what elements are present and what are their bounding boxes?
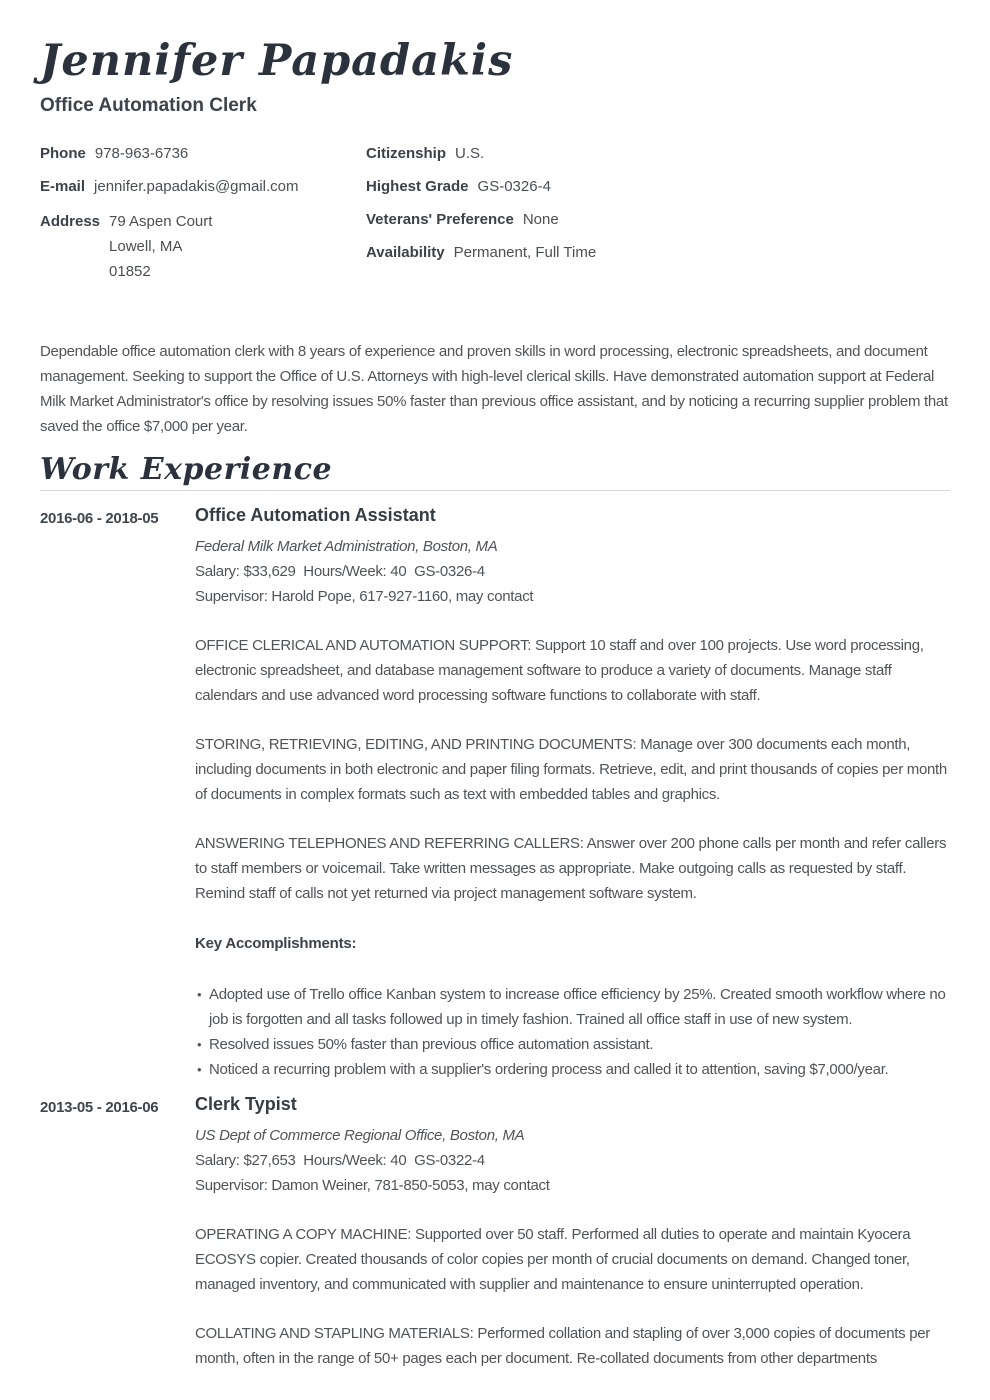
job-duty-paragraph: ANSWERING TELEPHONES AND REFERRING CALLERS: Answer over 200 phone calls per month and refer callers to staff members or voicemail. Take written messages as appropriate. Make outgoing calls as requested by staff. Remind staff of calls not yet returned via project management software system. [195, 835, 947, 902]
candidate-job-title: Office Automation Clerk [40, 95, 257, 116]
email-label: E-mail [40, 178, 86, 195]
job-company: US Dept of Commerce Regional Office, Boston, MA [195, 1127, 525, 1144]
veterans-preference-row [366, 209, 950, 230]
job-supervisor-line: Supervisor: Damon Weiner, 781-850-5053, may contact [195, 1177, 550, 1194]
contact-phone-row [40, 143, 366, 164]
availability-label: Availability [366, 244, 445, 261]
email-value: jennifer.papadakis@gmail.com [94, 178, 299, 195]
job-supervisor-line: Supervisor: Harold Pope, 617-927-1160, may contact [195, 588, 534, 605]
accomplishment-item: • Resolved issues 50% faster than previous office automation assistant. [209, 1032, 950, 1057]
citizenship-value: U.S. [455, 145, 485, 162]
job-duty-paragraph: OPERATING A COPY MACHINE: Supported over 50 staff. Performed all duties to operate and maintain Kyocera ECOSYS copier. Created thousands of color copies per month of crucial documents on demand. Changed toner, managed inventory, and communicated with supplier and maintenance to ensure uninterrupted operation. [195, 1226, 911, 1293]
availability-value: Permanent, Full Time [453, 244, 597, 261]
work-experience-heading: Work Experience [40, 452, 333, 487]
accomplishments-list [195, 982, 950, 1082]
job-position-title: Office Automation Assistant [195, 505, 436, 525]
job-duty-paragraph: COLLATING AND STAPLING MATERIALS: Performed collation and stapling of over 3,000 copies of documents per month, often in the range of 50+ pages each per document. Re-collated documents from other departments [195, 1325, 930, 1367]
contact-column-left [40, 143, 366, 296]
address-line-1: 79 Aspen Court [109, 213, 213, 230]
section-divider [40, 490, 950, 491]
address-value [109, 209, 212, 284]
key-accomplishments-label: Key Accomplishments: [195, 935, 357, 952]
address-line-2: Lowell, MA [109, 238, 183, 255]
availability-row [366, 242, 950, 263]
work-experience-section [40, 453, 950, 1371]
job-salary-line: Salary: $33,629 Hours/Week: 40 GS-0326-4 [195, 563, 485, 580]
address-line-3: 01852 [109, 263, 151, 280]
job-details [195, 1092, 950, 1371]
accomplishment-item: • Noticed a recurring problem with a supplier's ordering process and called it to attention, saving $7,000/year. [209, 1057, 950, 1082]
veterans-preference-value: None [522, 211, 559, 228]
job-entry-office-automation-assistant [40, 503, 950, 1082]
job-dates: 2016-06 - 2018-05 [40, 510, 159, 527]
contact-column-right [366, 143, 950, 296]
contact-section [40, 143, 950, 296]
job-salary-line: Salary: $27,653 Hours/Week: 40 GS-0322-4 [195, 1152, 485, 1169]
phone-value: 978-963-6736 [94, 145, 189, 162]
highest-grade-label: Highest Grade [366, 178, 469, 195]
profile-summary: Dependable office automation clerk with 8 years of experience and proven skills in word processing, electronic spreadsheets, and document management. Seeking to support the Office of U.S. Attorneys with high-level clerical skills. Have demonstrated automation support at Federal Milk Market Administrator's office by resolving issues 50% faster than previous office assistant, and by noticing a recurring supplier problem that saved the office $7,000 per year. [40, 343, 948, 435]
job-position-title: Clerk Typist [195, 1094, 297, 1114]
highest-grade-value: GS-0326-4 [477, 178, 551, 195]
job-duty-paragraph: STORING, RETRIEVING, EDITING, AND PRINTING DOCUMENTS: Manage over 300 documents each month, including documents in both electronic and paper filing formats. Retrieve, edit, and print thousands of copies per month of documents in complex formats such as text with embedded tables and graphics. [195, 736, 947, 803]
citizenship-row [366, 143, 950, 164]
phone-label: Phone [40, 145, 86, 162]
contact-email-row [40, 176, 366, 197]
resume-header [40, 36, 950, 117]
job-dates: 2013-05 - 2016-06 [40, 1099, 159, 1116]
job-entry-clerk-typist [40, 1092, 950, 1371]
citizenship-label: Citizenship [366, 145, 447, 162]
job-duty-paragraph: OFFICE CLERICAL AND AUTOMATION SUPPORT: Support 10 staff and over 100 projects. Use word processing, electronic spreadsheet, and database management software to produce a variety of documents. Manage staff calendars and use advanced word processing software functions to collaborate with staff. [195, 637, 924, 704]
highest-grade-row [366, 176, 950, 197]
contact-address-row [40, 209, 366, 284]
address-label: Address [40, 213, 101, 230]
job-company: Federal Milk Market Administration, Boston, MA [195, 538, 498, 555]
job-details [195, 503, 950, 1082]
candidate-name: Jennifer Papadakis [40, 36, 514, 86]
accomplishment-item: • Adopted use of Trello office Kanban system to increase office efficiency by 25%. Created smooth workflow where no job is forgotten and all tasks followed up in timely fashion. Trained all office staff in use of new system. [209, 982, 950, 1032]
veterans-preference-label: Veterans' Preference [366, 211, 514, 228]
